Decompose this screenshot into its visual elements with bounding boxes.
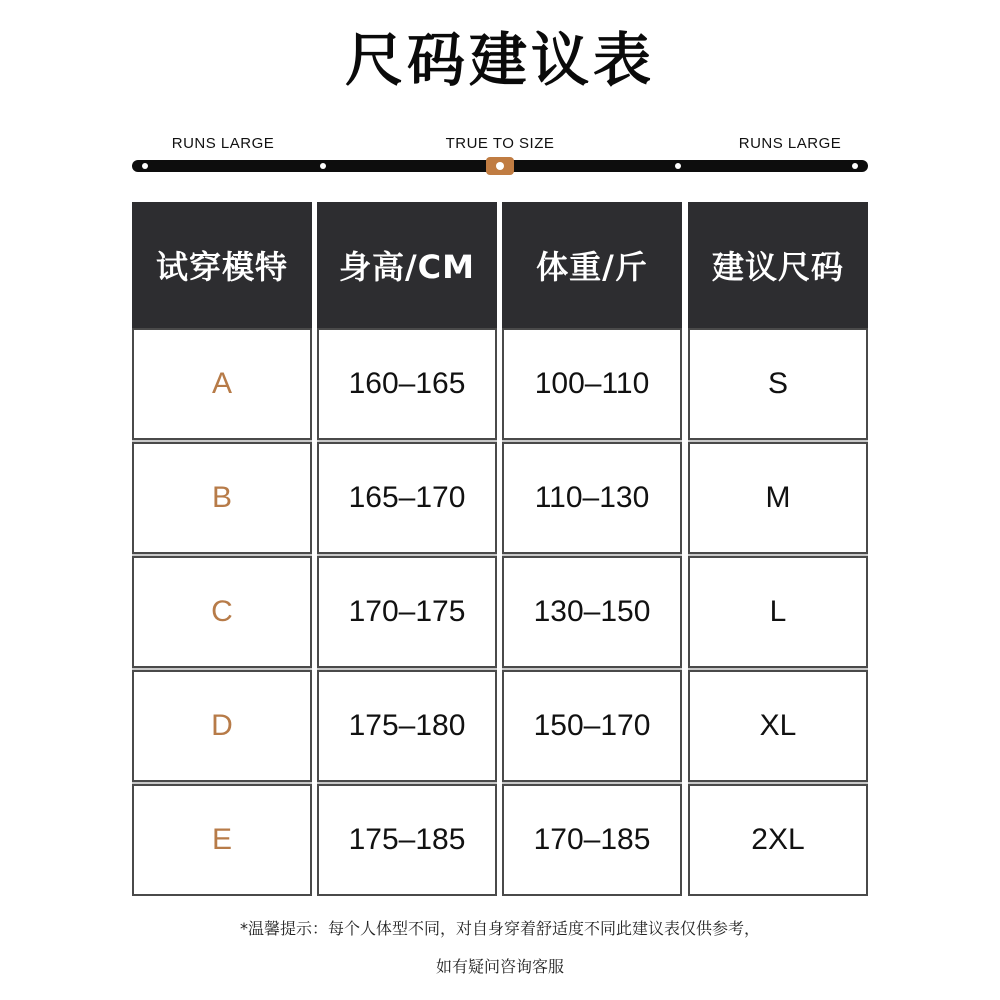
scale-dot-1 (142, 163, 148, 169)
scale-marker-true-to-size (486, 157, 514, 175)
cell-height-a: 160–165 (317, 328, 497, 440)
cell-model-c: C (132, 556, 312, 668)
customer-service-note: 如有疑问咨询客服 (435, 957, 564, 976)
cell-height-c: 170–175 (317, 556, 497, 668)
column-weight (502, 202, 682, 898)
cell-size-e: 2XL (688, 784, 868, 896)
size-table (132, 202, 868, 898)
column-height (317, 202, 497, 898)
disclaimer-note: *温馨提示：每个人体型不同，对自身穿着舒适度不同此建议表仅供参考， (239, 919, 760, 938)
runs-large-left-label: RUNS LARGE (171, 135, 275, 152)
cell-height-b: 165–170 (317, 442, 497, 554)
cell-model-b: B (132, 442, 312, 554)
page-title: 尺码建议表 (344, 26, 655, 94)
true-to-size-label: TRUE TO SIZE (445, 135, 555, 152)
cell-model-a: A (132, 328, 312, 440)
cell-model-e: E (132, 784, 312, 896)
cell-weight-b: 110–130 (502, 442, 682, 554)
scale-marker-dot (496, 162, 504, 170)
cell-height-d: 175–180 (317, 670, 497, 782)
cell-weight-a: 100–110 (502, 328, 682, 440)
column-model (132, 202, 312, 898)
fit-scale-labels (0, 135, 1000, 155)
cell-size-a: S (688, 328, 868, 440)
fit-scale-bar (132, 160, 868, 172)
header-size: 建议尺码 (688, 202, 868, 328)
cell-weight-e: 170–185 (502, 784, 682, 896)
header-model: 试穿模特 (132, 202, 312, 328)
scale-dot-2 (320, 163, 326, 169)
scale-dot-4 (675, 163, 681, 169)
scale-dot-5 (852, 163, 858, 169)
header-weight: 体重/斤 (502, 202, 682, 328)
header-height: 身高/CM (317, 202, 497, 328)
cell-model-d: D (132, 670, 312, 782)
cell-weight-d: 150–170 (502, 670, 682, 782)
runs-large-right-label: RUNS LARGE (738, 135, 842, 152)
cell-weight-c: 130–150 (502, 556, 682, 668)
cell-size-c: L (688, 556, 868, 668)
cell-size-b: M (688, 442, 868, 554)
column-size (688, 202, 868, 898)
cell-height-e: 175–185 (317, 784, 497, 896)
cell-size-d: XL (688, 670, 868, 782)
